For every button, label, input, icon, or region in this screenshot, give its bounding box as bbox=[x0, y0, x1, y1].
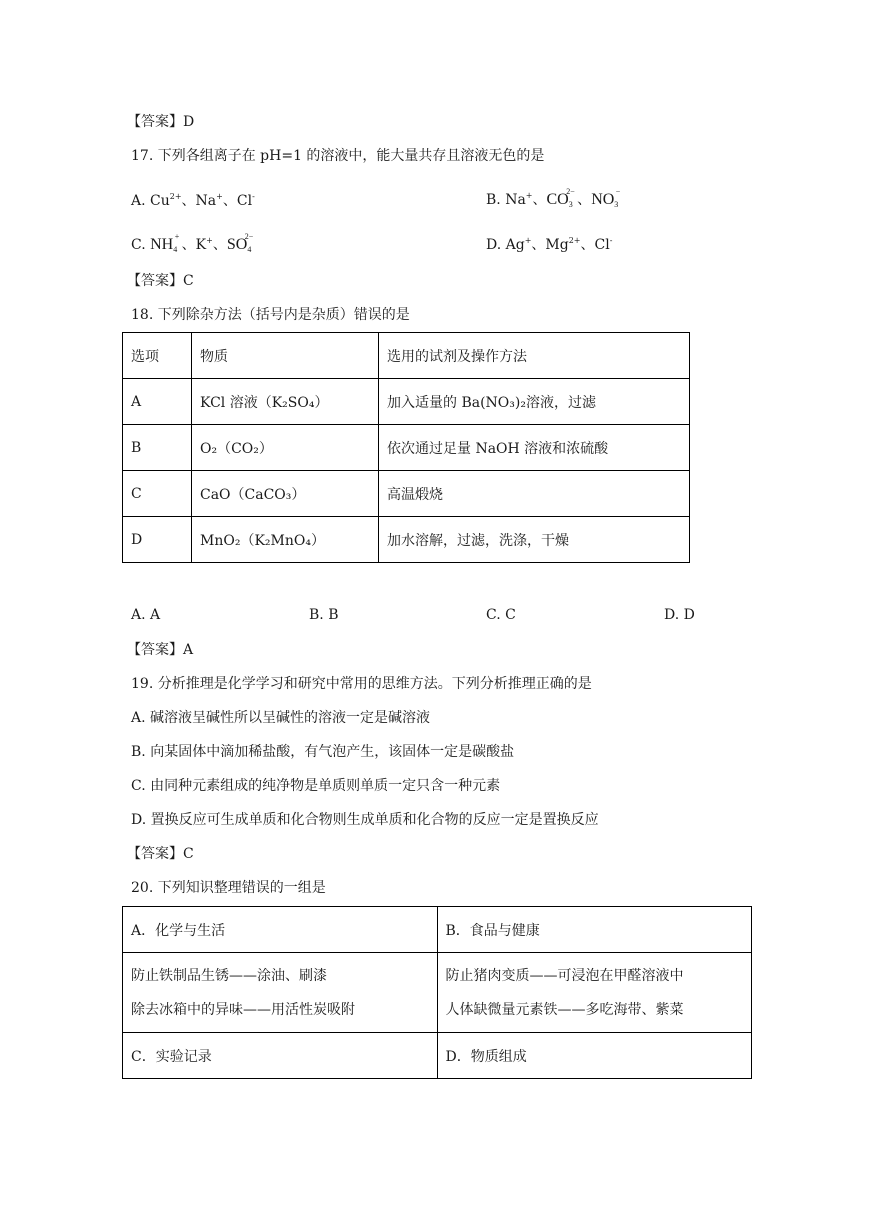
q17-option-c: C. $NH_4$ + 、K+、$SO_4$ 2− bbox=[131, 232, 254, 254]
q19-option-c: C. 由同种元素组成的纯净物是单质则单质一定只含一种元素 bbox=[131, 778, 501, 794]
table-cell: 加水溶解，过滤，洗涤，干燥 bbox=[379, 517, 690, 563]
answer-17: 【答案】C bbox=[127, 273, 194, 289]
table-cell: KCl 溶液（K₂SO₄） bbox=[192, 379, 379, 425]
q19-option-b: B. 向某固体中滴加稀盐酸，有气泡产生，该固体一定是碳酸盐 bbox=[131, 744, 515, 760]
q17-option-d-label: D. bbox=[486, 237, 502, 253]
question-20-stem: 20. 下列知识整理错误的一组是 bbox=[131, 880, 326, 896]
table-row bbox=[123, 425, 690, 471]
list-item: 防止铁制品生锈——涂油、刷漆 bbox=[131, 967, 327, 984]
table-header-row bbox=[123, 333, 690, 379]
answer-19: 【答案】C bbox=[127, 846, 194, 862]
table-cell-b-title: B．食品与健康 bbox=[437, 907, 752, 953]
table-cell: B bbox=[123, 425, 192, 471]
table-cell: D bbox=[123, 517, 192, 563]
table-row bbox=[123, 953, 752, 1033]
table-cell-d-title: D．物质组成 bbox=[437, 1033, 752, 1079]
q19-option-a: A. 碱溶液呈碱性所以呈碱性的溶液一定是碱溶液 bbox=[131, 710, 431, 726]
q17-option-b-label: B. bbox=[486, 192, 501, 208]
table-row bbox=[123, 907, 752, 953]
table-row bbox=[123, 471, 690, 517]
question-18-stem: 18. 下列除杂方法（括号内是杂质）错误的是 bbox=[131, 307, 410, 323]
q17-option-a-label: A. bbox=[131, 193, 146, 209]
q18-option-a: A. A bbox=[131, 607, 161, 623]
table-row bbox=[123, 379, 690, 425]
list-item: 防止猪肉变质——可浸泡在甲醛溶液中 bbox=[445, 967, 684, 984]
table-row bbox=[123, 1033, 752, 1079]
answer-18: 【答案】A bbox=[127, 642, 194, 658]
table-cell-a-items bbox=[123, 953, 438, 1033]
table-cell: CaO（CaCO₃） bbox=[192, 471, 379, 517]
q20-table bbox=[122, 906, 752, 1079]
list-item: 除去冰箱中的异味——用活性炭吸附 bbox=[131, 1001, 355, 1018]
q18-option-c: C. C bbox=[486, 607, 516, 623]
question-19-stem: 19. 分析推理是化学学习和研究中常用的思维方法。下列分析推理正确的是 bbox=[131, 676, 592, 692]
q18-option-b: B. B bbox=[309, 607, 339, 623]
table-cell: 依次通过足量 NaOH 溶液和浓硫酸 bbox=[379, 425, 690, 471]
table-cell-b-items bbox=[437, 953, 752, 1033]
q17-option-a: A. $Cu^{2+}$、Na+、Cl- bbox=[131, 192, 255, 209]
table-row bbox=[123, 517, 690, 563]
table-cell: O₂（CO₂） bbox=[192, 425, 379, 471]
q17-option-b: B. Na+、$CO_3$ 2− 、$NO_3$ − bbox=[486, 187, 621, 209]
table-cell: MnO₂（K₂MnO₄） bbox=[192, 517, 379, 563]
table-cell: A bbox=[123, 379, 192, 425]
table-header-cell: 选用的试剂及操作方法 bbox=[379, 333, 690, 379]
table-cell: C bbox=[123, 471, 192, 517]
table-header-cell: 选项 bbox=[123, 333, 192, 379]
q17-option-d: D. Ag+、$Mg^{2+}$、Cl- bbox=[486, 236, 613, 253]
question-17-stem: 17. 下列各组离子在 pH=1 的溶液中，能大量共存且溶液无色的是 bbox=[131, 148, 545, 164]
q18-option-d: D. D bbox=[664, 607, 695, 623]
table-cell: 高温煅烧 bbox=[379, 471, 690, 517]
q19-option-d: D. 置换反应可生成单质和化合物则生成单质和化合物的反应一定是置换反应 bbox=[131, 812, 599, 828]
table-cell: 加入适量的 Ba(NO₃)₂溶液，过滤 bbox=[379, 379, 690, 425]
table-cell-a-title: A．化学与生活 bbox=[123, 907, 438, 953]
q17-option-c-label: C. bbox=[131, 237, 146, 253]
table-cell-c-title: C．实验记录 bbox=[123, 1033, 438, 1079]
q18-table bbox=[122, 332, 690, 563]
list-item: 人体缺微量元素铁——多吃海带、紫菜 bbox=[445, 1001, 684, 1018]
answer-16: 【答案】D bbox=[127, 114, 195, 130]
table-header-cell: 物质 bbox=[192, 333, 379, 379]
